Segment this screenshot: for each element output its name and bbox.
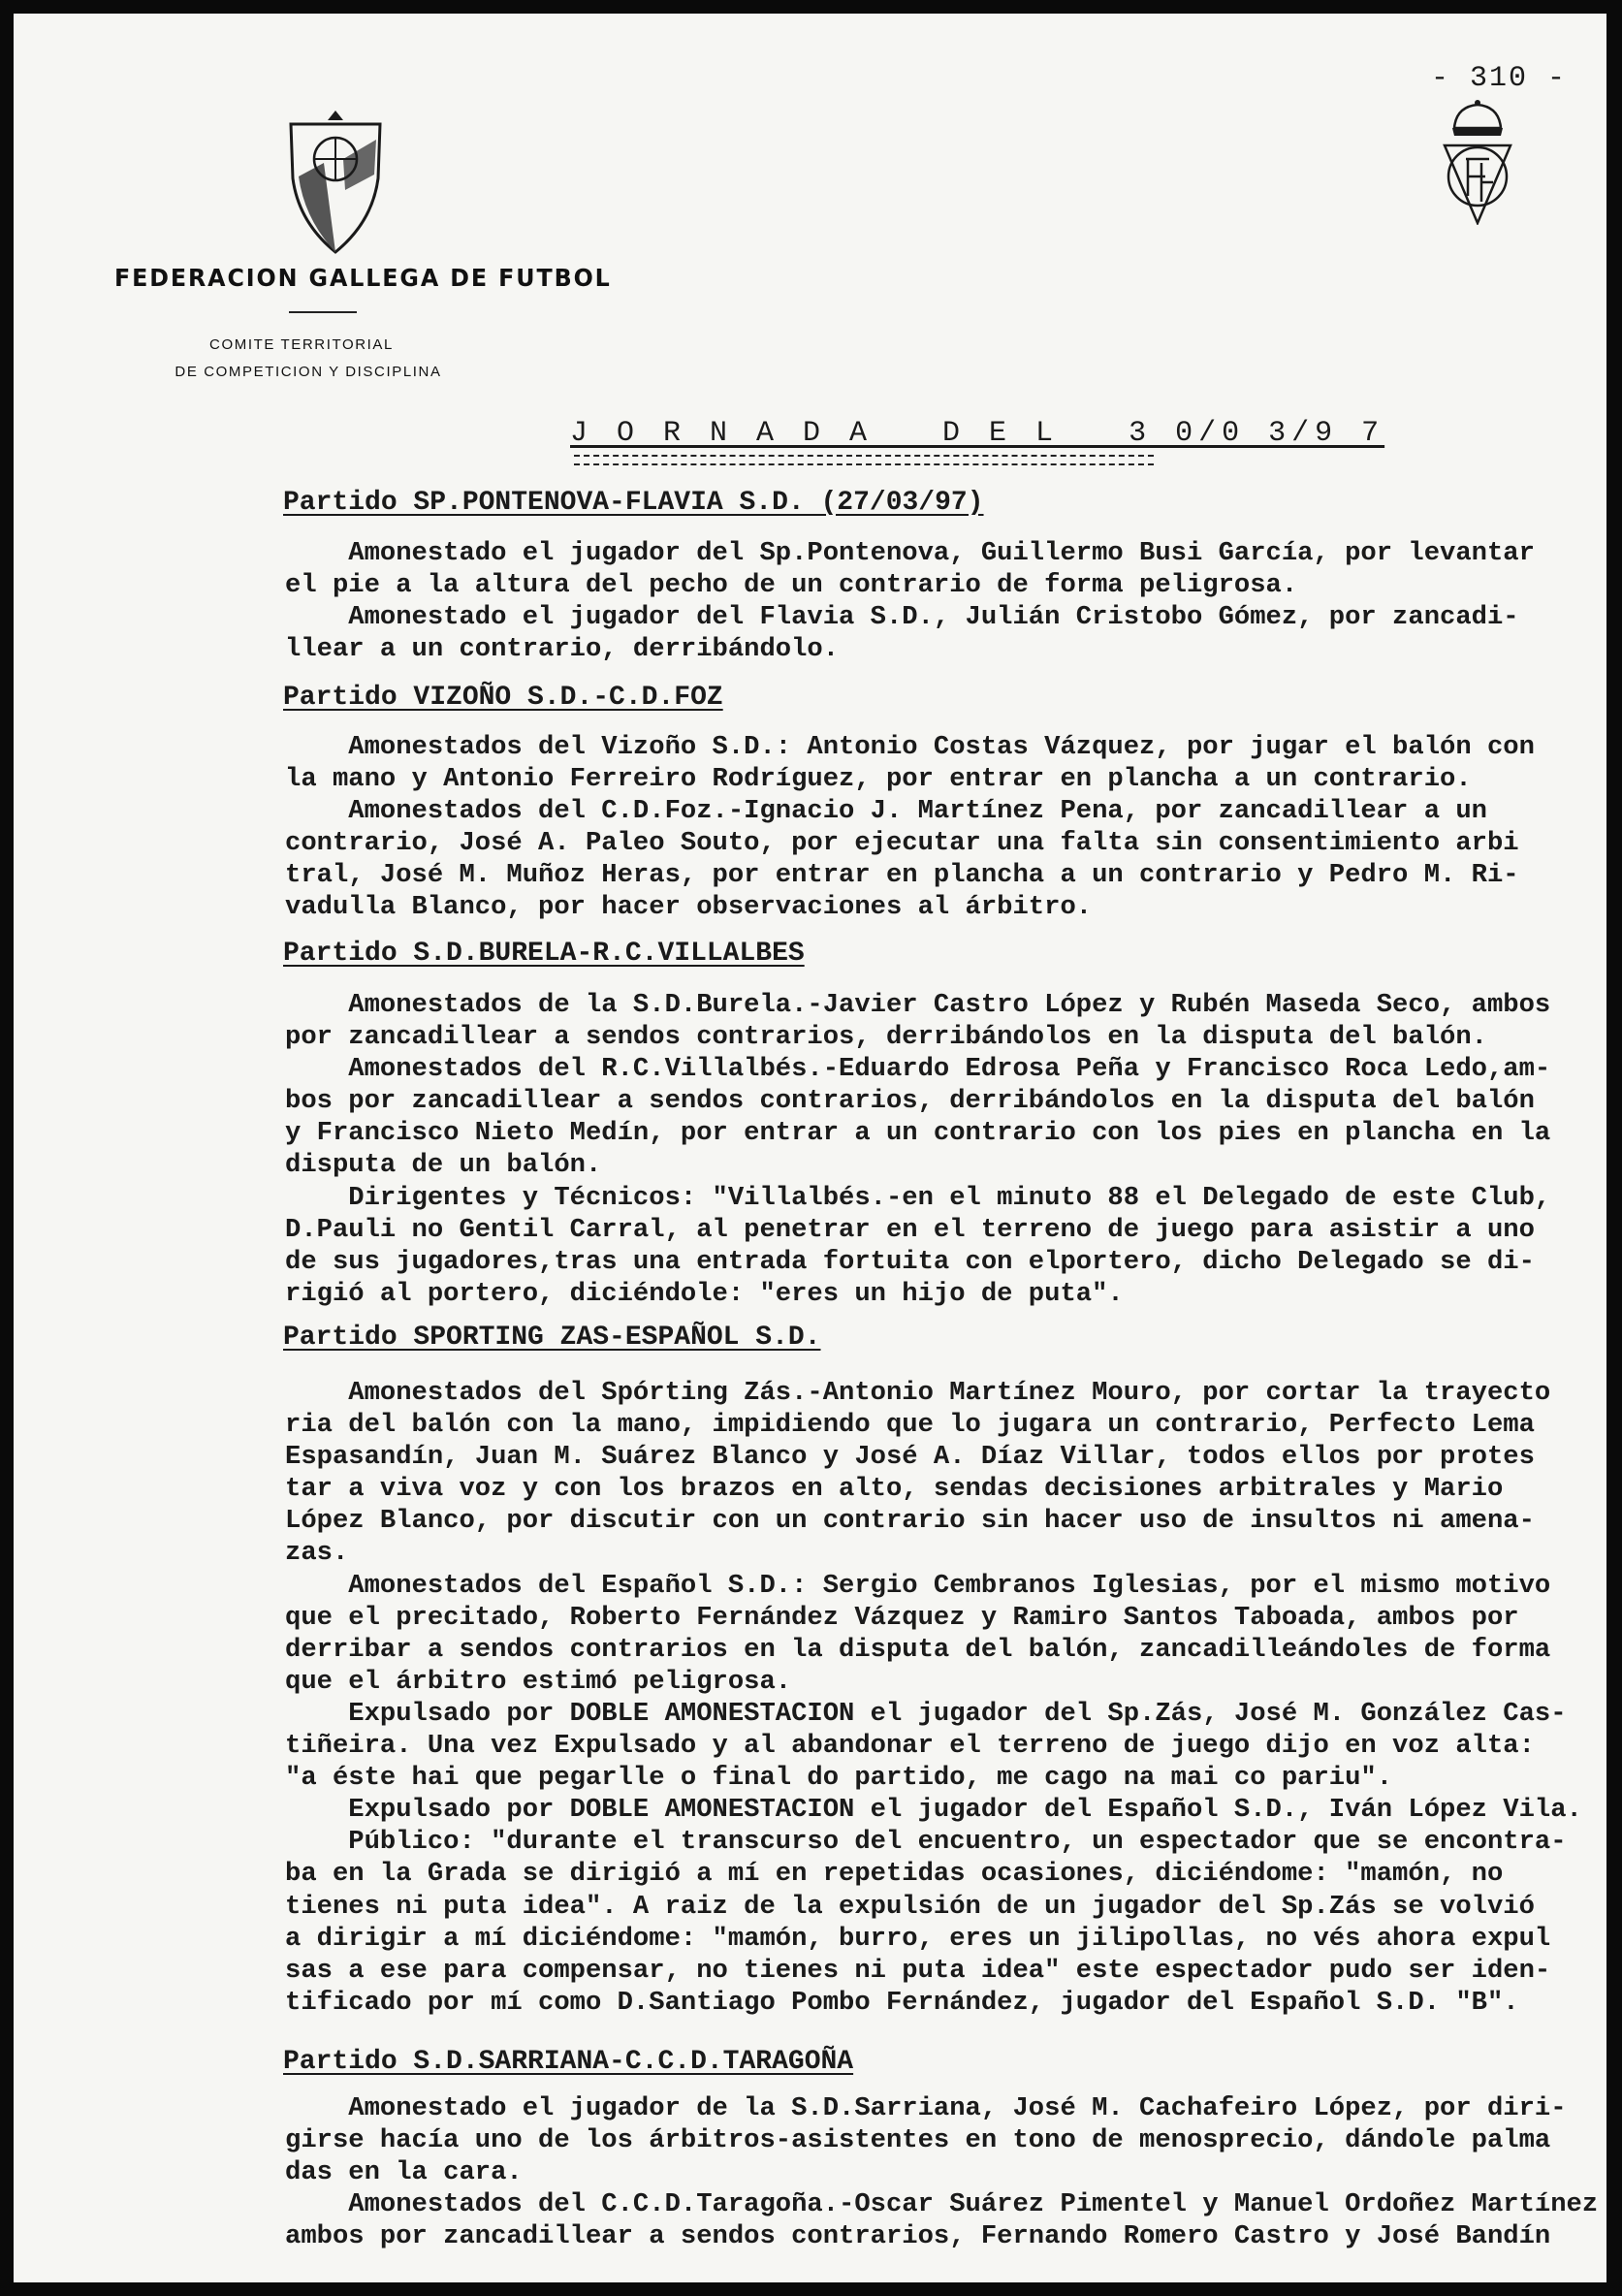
match-heading: Partido S.D.BURELA-R.C.VILLALBES [283, 939, 805, 969]
report-line: derribar a sendos contrarios en la disputa del balón, zancadilleándoles de forma [285, 1634, 1551, 1665]
report-line: tiñeira. Una vez Expulsado y al abandonar el terreno de juego dijo en voz alta: [285, 1731, 1535, 1762]
report-line: Amonestado el jugador del Sp.Pontenova, Guillermo Busi García, por levantar [285, 538, 1535, 568]
report-line: D.Pauli no Gentil Carral, al penetrar en el terreno de juego para asistir a uno [285, 1214, 1535, 1245]
report-line: ba en la Grada se dirigió a mí en repetidas ocasiones, diciéndome: "mamón, no [285, 1859, 1504, 1890]
jornada-heading: J O R N A D A D E L 3 0/0 3/9 7 [570, 417, 1385, 450]
title-divider [289, 311, 357, 313]
report-line: que el precitado, Roberto Fernández Vázquez y Ramiro Santos Taboada, ambos por [285, 1602, 1519, 1633]
committee-line-1: COMITE TERRITORIAL [209, 336, 394, 353]
report-line: Amonestado el jugador de la S.D.Sarriana, José M. Cachafeiro López, por diri- [285, 2093, 1567, 2123]
report-line: "a éste hai que pegarlle o final do partido, me cago na mai co pariu". [285, 1763, 1393, 1794]
report-line: bos por zancadillear a sendos contrarios, derribándolos en la disputa del balón [285, 1086, 1535, 1117]
report-line: que el árbitro estimó peligrosa. [285, 1666, 792, 1697]
report-line: ria del balón con la mano, impidiendo que lo jugara un contrario, Perfecto Lema [285, 1410, 1535, 1441]
report-line: Amonestados del Español S.D.: Sergio Cembranos Iglesias, por el mismo motivo [285, 1570, 1551, 1601]
match-heading: Partido VIZOÑO S.D.-C.D.FOZ [283, 683, 723, 713]
report-line: disputa de un balón. [285, 1150, 602, 1181]
report-line: de sus jugadores,tras una entrada fortuita con elportero, dicho Delegado se di- [285, 1246, 1535, 1277]
report-line: girse hacía uno de los árbitros-asistentes en tono de menosprecio, dándole palma [285, 2125, 1551, 2156]
report-line: Espasandín, Juan M. Suárez Blanco y José A. Díaz Villar, todos ellos por protes [285, 1442, 1535, 1473]
match-heading: Partido SP.PONTENOVA-FLAVIA S.D. (27/03/97) [283, 488, 984, 518]
report-line: tificado por mí como D.Santiago Pombo Fernández, jugador del Español S.D. "B". [285, 1987, 1519, 2018]
match-report [285, 537, 1604, 665]
report-line: la mano y Antonio Ferreiro Rodríguez, por entrar en plancha a un contrario. [285, 764, 1472, 795]
report-line: Amonestados de la S.D.Burela.-Javier Castro López y Rubén Maseda Seco, ambos [285, 990, 1551, 1020]
report-line: ambos por zancadillear a sendos contrarios, Fernando Romero Castro y José Bandín [285, 2221, 1551, 2252]
report-line: Amonestados del R.C.Villalbés.-Eduardo Edrosa Peña y Francisco Roca Ledo,am- [285, 1054, 1551, 1085]
match-report [285, 2092, 1604, 2252]
royal-federation-crest-icon [1437, 99, 1518, 230]
report-line: Expulsado por DOBLE AMONESTACION el jugador del Español S.D., Iván López Vila. [285, 1795, 1582, 1826]
report-line: tral, José M. Muñoz Heras, por entrar en plancha a un contrario y Pedro M. Ri- [285, 860, 1519, 891]
match-heading: Partido SPORTING ZAS-ESPAÑOL S.D. [283, 1323, 821, 1353]
document-page [14, 14, 1606, 2282]
report-line: Dirigentes y Técnicos: "Villalbés.-en el minuto 88 el Delegado de este Club, [285, 1182, 1551, 1213]
committee-line-2: DE COMPETICION Y DISCIPLINA [175, 364, 442, 380]
report-line: y Francisco Nieto Medín, por entrar a un contrario con los pies en plancha en la [285, 1118, 1551, 1149]
report-line: rigió al portero, diciéndole: "eres un hijo de puta". [285, 1278, 1124, 1309]
match-report [285, 731, 1604, 924]
report-line: Amonestados del Spórting Zás.-Antonio Martínez Mouro, por cortar la trayecto [285, 1378, 1551, 1408]
report-line: sas a ese para compensar, no tienes ni puta idea" este espectador pudo ser iden- [285, 1955, 1551, 1986]
report-line: López Blanco, por discutir con un contrario sin hacer uso de insultos ni amena- [285, 1506, 1535, 1537]
report-line: vadulla Blanco, por hacer observaciones al árbitro. [285, 892, 1093, 923]
jornada-double-underline [574, 455, 1154, 465]
report-line: tar a viva voz y con los brazos en alto, sendas decisiones arbitrales y Mario [285, 1474, 1504, 1505]
match-heading: Partido S.D.SARRIANA-C.C.D.TARAGOÑA [283, 2047, 854, 2077]
report-line: a dirigir a mí diciéndome: "mamón, burro, eres un jilipollas, no vés ahora expul [285, 1923, 1551, 1954]
report-line: Amonestado el jugador del Flavia S.D., Julián Cristobo Gómez, por zancadi- [285, 602, 1519, 633]
report-line: llear a un contrario, derribándolo. [285, 634, 840, 665]
federation-title: FEDERACION GALLEGA DE FUTBOL [114, 264, 612, 292]
report-line: Amonestados del C.C.D.Taragoña.-Oscar Suárez Pimentel y Manuel Ordoñez Martínez [285, 2189, 1599, 2220]
report-line: Público: "durante el transcurso del encuentro, un espectador que se encontra- [285, 1827, 1567, 1858]
report-line: das en la cara. [285, 2157, 523, 2188]
report-line: el pie a la altura del pecho de un contrario de forma peligrosa. [285, 570, 1298, 601]
match-report [285, 1377, 1604, 2019]
federation-shield-crest-icon [285, 111, 386, 261]
report-line: zas. [285, 1538, 349, 1569]
page-number: - 310 - [1431, 62, 1568, 95]
report-line: contrario, José A. Paleo Souto, por ejecutar una falta sin consentimiento arbi [285, 828, 1519, 859]
report-line: Amonestados del C.D.Foz.-Ignacio J. Martínez Pena, por zancadillear a un [285, 796, 1487, 827]
report-line: tienes ni puta idea". A raiz de la expulsión de un jugador del Sp.Zás se volvió [285, 1891, 1535, 1922]
match-report [285, 989, 1604, 1310]
committee-name [105, 332, 512, 386]
report-line: Expulsado por DOBLE AMONESTACION el jugador del Sp.Zás, José M. González Cas- [285, 1698, 1567, 1729]
report-line: Amonestados del Vizoño S.D.: Antonio Costas Vázquez, por jugar el balón con [285, 732, 1535, 762]
report-line: por zancadillear a sendos contrarios, derribándolos en la disputa del balón. [285, 1022, 1487, 1053]
